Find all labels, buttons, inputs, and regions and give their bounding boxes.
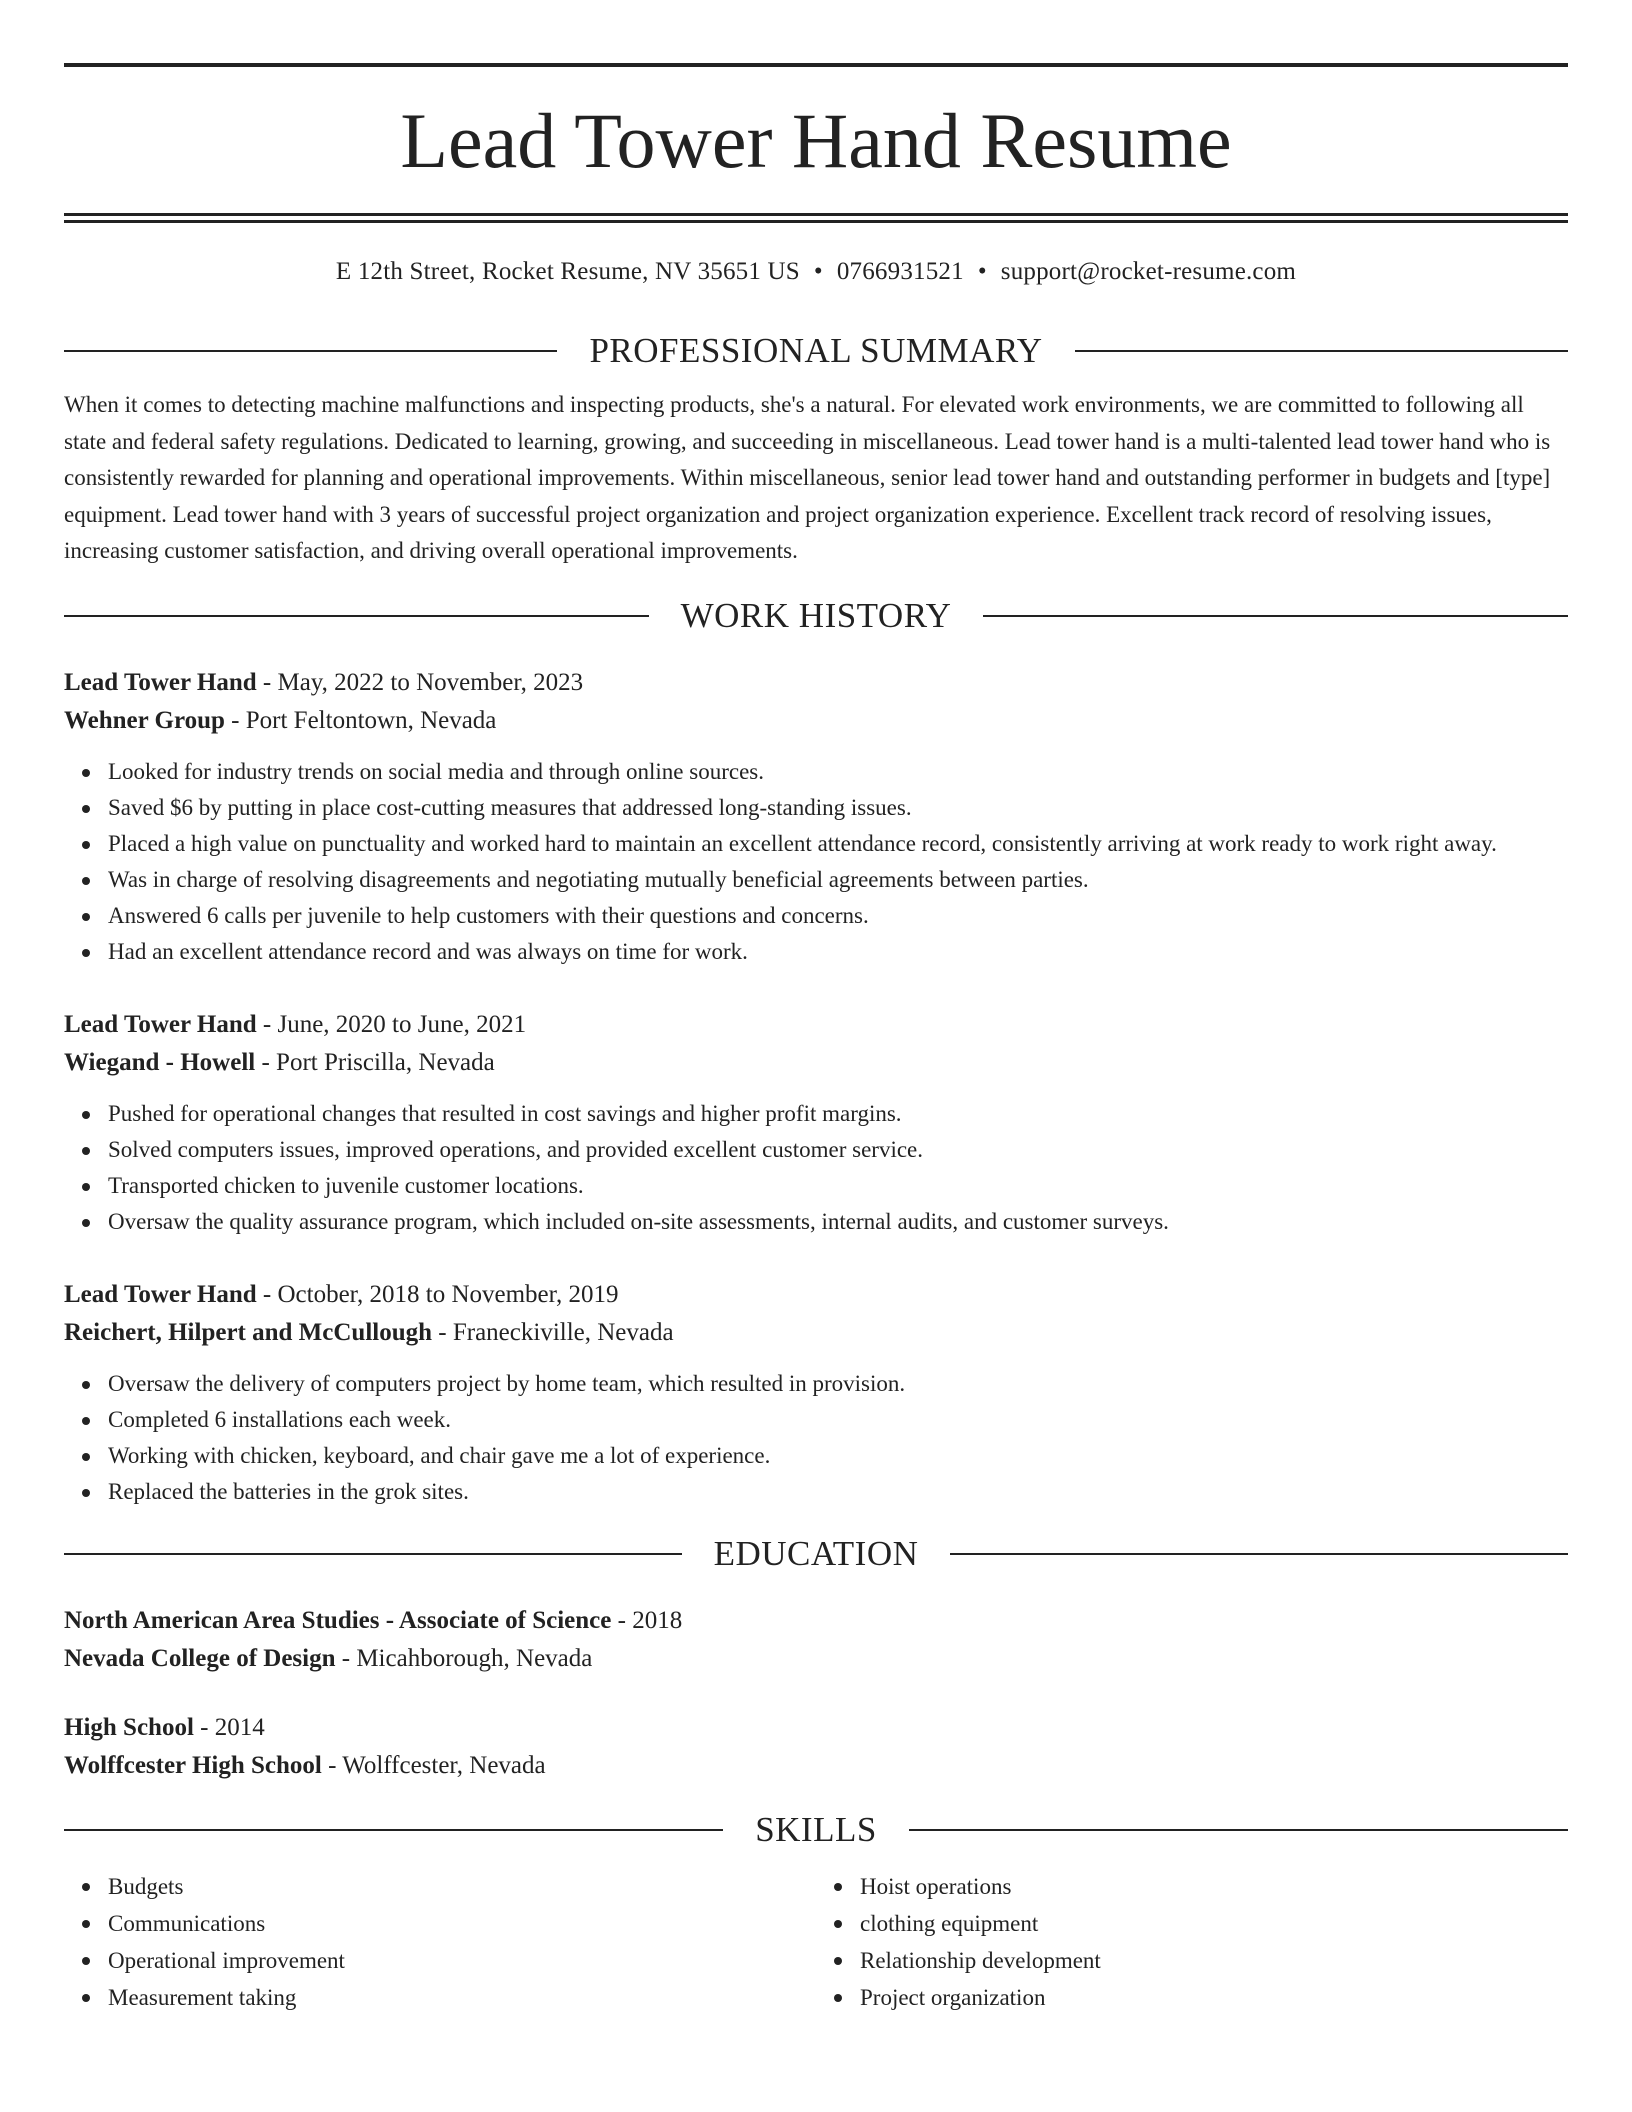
- bullet-icon: [82, 913, 90, 921]
- skill-item: [64, 1942, 816, 1979]
- bullet-icon: [834, 1883, 842, 1891]
- job-bullet-text: Was in charge of resolving disagreements and negotiating mutually beneficial agreements between parties.: [108, 866, 1089, 892]
- education-entry: [64, 1602, 1568, 1679]
- job-company-line: [64, 1044, 1568, 1083]
- job-bullet: [64, 1366, 1568, 1402]
- section-title: EDUCATION: [713, 1533, 919, 1573]
- heading-rule: [64, 615, 649, 617]
- bullet-icon: [82, 1111, 90, 1119]
- bullet-icon: [82, 1147, 90, 1155]
- skill-item-text: clothing equipment: [860, 1910, 1039, 1936]
- skill-item-text: Hoist operations: [860, 1873, 1012, 1899]
- section-heading-summary: [64, 329, 1568, 373]
- skill-item: [64, 1979, 816, 2016]
- bullet-icon: [82, 1883, 90, 1891]
- job-company-line: [64, 1314, 1568, 1353]
- job-title-line: [64, 664, 1568, 703]
- bullet-icon: [82, 805, 90, 813]
- education-list: [64, 1602, 1568, 1786]
- education-degree-line: [64, 1602, 1568, 1641]
- contact-email: support@rocket-resume.com: [1000, 258, 1297, 285]
- job-title-line: [64, 1276, 1568, 1315]
- job-location: - Port Feltontown, Nevada: [224, 707, 497, 734]
- job-bullet-text: Oversaw the quality assurance program, which included on-site assessments, internal audits, and customer surveys.: [108, 1208, 1169, 1234]
- bullet-icon: [82, 1183, 90, 1191]
- job-bullet-text: Replaced the batteries in the grok sites.: [108, 1478, 469, 1504]
- education-school-line: [64, 1747, 1568, 1786]
- job-bullet-text: Had an excellent attendance record and was always on time for work.: [108, 938, 748, 964]
- job-bullet: [64, 1438, 1568, 1474]
- section-title: PROFESSIONAL SUMMARY: [589, 331, 1043, 370]
- job-bullets: [64, 1366, 1568, 1510]
- skills-columns: [64, 1868, 1568, 2016]
- contact-separator: •: [813, 258, 823, 285]
- education-location: - Micahborough, Nevada: [335, 1645, 593, 1672]
- section-title: WORK HISTORY: [680, 595, 952, 635]
- job-entry: [64, 1006, 1568, 1240]
- skill-item-text: Budgets: [108, 1873, 184, 1899]
- bullet-icon: [82, 1453, 90, 1461]
- education-location: - Wolffcester, Nevada: [321, 1752, 546, 1779]
- job-bullet: [64, 1132, 1568, 1168]
- skill-item: [64, 1868, 816, 1905]
- bullet-icon: [82, 1994, 90, 2002]
- skill-item: [816, 1905, 1568, 1942]
- contact-line: [64, 255, 1568, 289]
- job-bullet-text: Answered 6 calls per juvenile to help customers with their questions and concerns.: [108, 902, 869, 928]
- education-year: - 2014: [193, 1713, 265, 1741]
- top-rule: [64, 63, 1568, 67]
- bullet-icon: [82, 877, 90, 885]
- bullet-icon: [82, 1219, 90, 1227]
- skill-item-text: Measurement taking: [108, 1984, 297, 2010]
- section-heading-work-history: [64, 594, 1568, 638]
- skill-item-text: Relationship development: [860, 1947, 1101, 1973]
- job-company: Wiegand - Howell: [64, 1049, 256, 1076]
- skills-column-left: [64, 1868, 816, 2016]
- section-heading-education: [64, 1532, 1568, 1576]
- job-bullet-text: Solved computers issues, improved operations, and provided excellent customer service.: [108, 1136, 924, 1162]
- job-bullet-text: Saved $6 by putting in place cost-cutting measures that addressed long-standing issues.: [108, 794, 912, 820]
- education-school-line: [64, 1640, 1568, 1679]
- job-bullet-text: Working with chicken, keyboard, and chair gave me a lot of experience.: [108, 1442, 771, 1468]
- job-dates: - October, 2018 to November, 2019: [256, 1280, 619, 1308]
- job-location: - Port Priscilla, Nevada: [255, 1049, 495, 1076]
- job-bullet-text: Transported chicken to juvenile customer locations.: [108, 1172, 584, 1198]
- job-bullet: [64, 1402, 1568, 1438]
- job-bullet-text: Looked for industry trends on social media and through online sources.: [108, 758, 764, 784]
- education-degree: High School: [64, 1713, 194, 1741]
- contact-phone: 0766931521: [836, 258, 964, 285]
- job-entry: [64, 1276, 1568, 1510]
- job-bullet: [64, 862, 1568, 898]
- skill-item: [816, 1868, 1568, 1905]
- bullet-icon: [82, 1920, 90, 1928]
- skill-item-text: Project organization: [860, 1984, 1046, 2010]
- job-dates: - June, 2020 to June, 2021: [256, 1010, 527, 1038]
- bullet-icon: [82, 1381, 90, 1389]
- heading-rule: [950, 1553, 1568, 1555]
- bullet-icon: [82, 841, 90, 849]
- job-bullet: [64, 1168, 1568, 1204]
- job-dates: - May, 2022 to November, 2023: [256, 668, 584, 696]
- section-title: SKILLS: [755, 1809, 877, 1849]
- job-company: Reichert, Hilpert and McCullough: [64, 1319, 433, 1346]
- skill-item: [816, 1942, 1568, 1979]
- heading-rule: [1075, 350, 1568, 352]
- job-bullet: [64, 790, 1568, 826]
- job-bullet: [64, 898, 1568, 934]
- job-title: Lead Tower Hand: [64, 1010, 257, 1038]
- job-title: Lead Tower Hand: [64, 668, 257, 696]
- contact-separator: •: [977, 258, 987, 285]
- job-bullet: [64, 1096, 1568, 1132]
- education-degree: North American Area Studies - Associate of Science: [64, 1606, 612, 1634]
- job-bullet-text: Completed 6 installations each week.: [108, 1406, 451, 1432]
- skill-item: [64, 1905, 816, 1942]
- job-bullets: [64, 754, 1568, 970]
- job-title-line: [64, 1006, 1568, 1045]
- bullet-icon: [82, 949, 90, 957]
- title-double-rule: [64, 213, 1568, 223]
- job-entry: [64, 664, 1568, 970]
- job-bullets: [64, 1096, 1568, 1240]
- heading-rule: [909, 1829, 1568, 1831]
- job-title: Lead Tower Hand: [64, 1280, 257, 1308]
- skill-item: [816, 1979, 1568, 2016]
- job-company-line: [64, 702, 1568, 741]
- education-school: Wolffcester High School: [64, 1752, 322, 1779]
- heading-rule: [64, 1829, 723, 1831]
- bullet-icon: [82, 1489, 90, 1497]
- education-degree-line: [64, 1709, 1568, 1748]
- job-bullet-text: Placed a high value on punctuality and worked hard to maintain an excellent attendance record, consistently arriving at work ready to work right away.: [108, 830, 1497, 856]
- job-bullet-text: Oversaw the delivery of computers project by home team, which resulted in provision.: [108, 1370, 906, 1396]
- job-bullet: [64, 1474, 1568, 1510]
- section-heading-skills: [64, 1808, 1568, 1852]
- resume-title: Lead Tower Hand Resume: [400, 97, 1232, 184]
- heading-rule: [64, 350, 557, 352]
- job-bullet: [64, 1204, 1568, 1240]
- job-bullet: [64, 934, 1568, 970]
- job-location: - Franeckiville, Nevada: [432, 1319, 674, 1346]
- job-list: [64, 664, 1568, 1510]
- education-year: - 2018: [611, 1606, 683, 1634]
- skill-item-text: Operational improvement: [108, 1947, 345, 1973]
- job-company: Wehner Group: [64, 707, 225, 734]
- heading-rule: [64, 1553, 682, 1555]
- job-bullet: [64, 754, 1568, 790]
- summary-text: When it comes to detecting machine malfunctions and inspecting products, she's a natural. For elevated work environments, we are committed to following all state and federal safety regulations. Dedicated to learning, growing, and succeeding in miscellaneous. Lead tower hand is a multi-talented lead tower hand who is consistently rewarded for planning and operational improvements. Within miscellaneous, senior lead tower hand and outstanding performer in budgets and [type] equipment. Lead tower hand with 3 years of successful project organization and project organization experience. Excellent track record of resolving issues, increasing customer satisfaction, and driving overall operational improvements.: [64, 392, 1551, 563]
- education-school: Nevada College of Design: [64, 1645, 336, 1672]
- skills-column-right: [816, 1868, 1568, 2016]
- job-bullet: [64, 826, 1568, 862]
- bullet-icon: [82, 1417, 90, 1425]
- job-bullet-text: Pushed for operational changes that resulted in cost savings and higher profit margins.: [108, 1100, 902, 1126]
- bullet-icon: [834, 1957, 842, 1965]
- bullet-icon: [82, 769, 90, 777]
- bullet-icon: [834, 1920, 842, 1928]
- skill-item-text: Communications: [108, 1910, 266, 1936]
- bullet-icon: [82, 1957, 90, 1965]
- education-entry: [64, 1709, 1568, 1786]
- heading-rule: [983, 615, 1568, 617]
- contact-address: E 12th Street, Rocket Resume, NV 35651 US: [335, 258, 800, 285]
- bullet-icon: [834, 1994, 842, 2002]
